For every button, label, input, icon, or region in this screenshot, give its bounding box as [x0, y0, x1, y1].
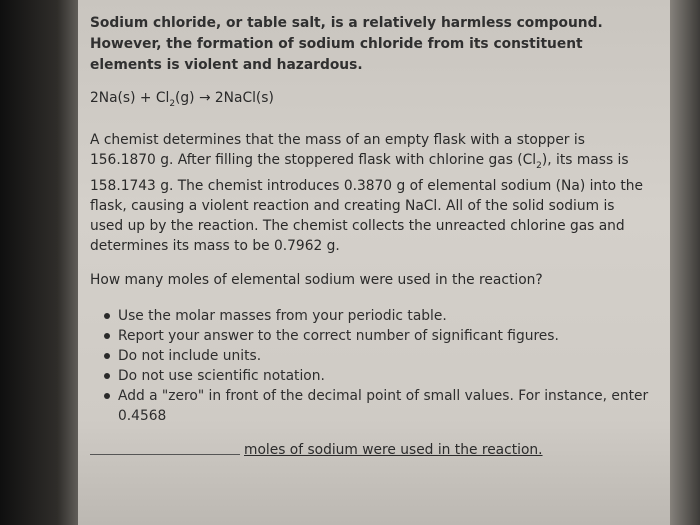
problem-paragraph [90, 130, 650, 256]
instruction-item [104, 366, 650, 386]
answer-suffix: moles of sodium were used in the reaction. [244, 441, 543, 458]
intro-paragraph: Sodium chloride, or table salt, is a relatively harmless compound. However, the formation of sodium chloride from its constituent elements is violent and hazardous. [90, 15, 603, 73]
photo-right-edge [668, 0, 700, 525]
problem-text-1: A chemist determines that the mass of an empty flask with a stopper is 156.1870 g. After filling the stoppered flask with chlorine gas (Cl [90, 131, 585, 168]
instruction-text: Do not use scientific notation. [118, 367, 325, 384]
bullet-icon [104, 373, 110, 379]
problem-text-2: ), its mass is 158.1743 g. The chemist introduces 0.3870 g of elemental sodium (Na) into the flask, causing a violent reaction and creating NaCl. All of the solid sodium is used up by the reaction. The chemist collects the unreacted chlorine gas and determines its mass to be 0.7962 g. [90, 151, 644, 254]
problem-subscript: 2 [536, 160, 542, 171]
instruction-text: Use the molar masses from your periodic table. [118, 307, 447, 324]
instruction-item [104, 346, 650, 366]
bullet-icon [104, 313, 110, 319]
equation-right: (g) → 2NaCl(s) [175, 90, 274, 106]
instructions-list [90, 306, 650, 426]
answer-blank[interactable] [90, 453, 240, 455]
answer-row [90, 442, 650, 458]
reaction-equation [90, 88, 650, 114]
instruction-item [104, 306, 650, 326]
instruction-text: Report your answer to the correct number of significant figures. [118, 327, 559, 344]
question-text: How many moles of elemental sodium were used in the reaction? [90, 271, 543, 288]
instruction-text: Do not include units. [118, 347, 262, 364]
equation-left: 2Na(s) + Cl [90, 90, 170, 106]
bullet-icon [104, 393, 110, 399]
worksheet-page [78, 0, 670, 525]
equation-subscript: 2 [169, 98, 176, 109]
photo-left-edge [0, 0, 82, 525]
instruction-text: Add a "zero" in front of the decimal point of small values. For instance, enter 0.4568 [118, 387, 649, 424]
instruction-item [104, 326, 650, 346]
bullet-icon [104, 353, 110, 359]
bullet-icon [104, 333, 110, 339]
instruction-item [104, 386, 650, 426]
